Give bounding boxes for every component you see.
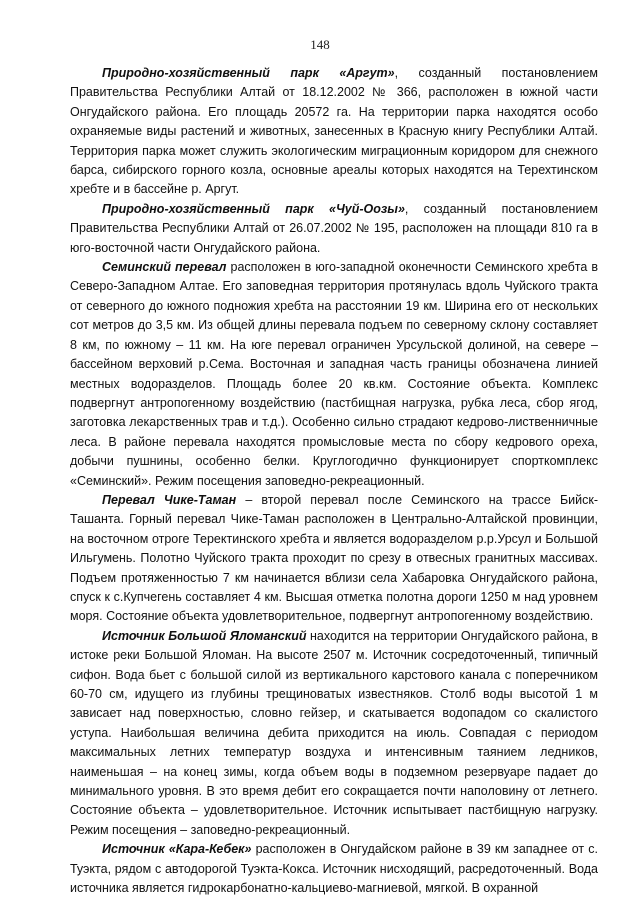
paragraph-body: , созданный постановлением Правительства Республики Алтай от 18.12.2002 № 366, расположен в южной части Онгудайского района. Его площадь 20572 га. На территории парка находятся особо охраняемые виды растений и животных, занесенных в Красную книгу Республики Алтай. Территория парка может служить экологическим миграционным коридором для снежного барса, сибирского горного козла, основные ареалы которых находятся на Терехтинском хребте и в бассейне р. Аргут. bbox=[70, 66, 598, 197]
paragraph-body: находится на территории Онгудайского района, в истоке реки Большой Яломан. На высоте 2507 м. Источник сосредоточенный, типичный сифон. Вода бьет с большой силой из вертикального карстового канала с поперечником 60-70 см, идущего из глубины трещиноватых известняков. Столб воды высотой 1 м зависает над поверхностью, словно гейзер, и скатывается водопадом со скалистого уступа. Наибольшая величина дебита приходится на июль. Совпадая с периодом максимальных летних температур воздуха и интенсивным таянием ледников, наименьшая – на конец зимы, когда объем воды в подземном резервуаре падает до минимального уровня. В это время дебит его сокращается почти наполовину от летнего. Состояние объекта – удовлетворительное. Источник испытывает пастбищную нагрузку. Режим посещения – заповедно-рекреационный. bbox=[70, 628, 598, 837]
body-text bbox=[70, 64, 598, 898]
paragraph-body: расположен в Онгудайском районе в 39 км западнее от с. Туэкта, рядом с автодорогой Туэкта-Кокса. Источник нисходящий, расредоточенный. Вода источника является гидрокарбонатно-кальциево-магниевой, мягкой. В охранной bbox=[70, 842, 598, 896]
paragraph-chuy-oozy-park bbox=[70, 200, 598, 258]
page-number: 148 bbox=[310, 37, 330, 52]
paragraph-heading: Семинский перевал bbox=[102, 260, 227, 275]
paragraph-seminsky-pass bbox=[70, 258, 598, 491]
paragraph-heading: Природно-хозяйственный парк «Чуй-Оозы» bbox=[102, 201, 405, 216]
paragraph-kara-kebek-spring bbox=[70, 840, 598, 898]
paragraph-chike-taman-pass bbox=[70, 491, 598, 627]
paragraph-yalomansky-spring bbox=[70, 627, 598, 840]
paragraph-body: , созданный постановлением Правительства Республики Алтай от 26.07.2002 № 195, расположен на площади 810 га в юго-восточной части Онгудайского района. bbox=[70, 201, 598, 255]
paragraph-heading: Источник Большой Яломанский bbox=[102, 628, 307, 643]
paragraph-body: – второй перевал после Семинского на трассе Бийск-Ташанта. Горный перевал Чике-Таман расположен в Центрально-Алтайской провинции, на восточном отроге Теректинского хребта и является водоразделом р.р.Урсул и Большой Ильгумень. Полотно Чуйского тракта проходит по срезу в отвесных гранитных массивах. Подъем протяженностью 7 км начинается вблизи села Хабаровка Онгудайского района, спуск к с.Купчегень составляет 4 км. Высшая отметка полотна дороги 1250 м над уровнем моря. Состояние объекта удовлетворительное, подвергнут антропогенному воздействию. bbox=[70, 492, 598, 624]
paragraph-heading: Перевал Чике-Таман bbox=[102, 492, 237, 507]
paragraph-argut-park bbox=[70, 64, 598, 200]
paragraph-heading: Природно-хозяйственный парк «Аргут» bbox=[102, 66, 395, 80]
paragraph-heading: Источник «Кара-Кебек» bbox=[102, 842, 252, 857]
paragraph-body: расположен в юго-западной оконечности Семинского хребта в Северо-Западном Алтае. Его заповедная территория протянулась вдоль Чуйского тракта от северного до южного подножия хребта на расстоянии 19 км. Ширина его от нескольких сот метров до 3,5 км. Из общей длины перевала подъем по северному склону составляет 8 км, по южному – 11 км. На юге перевал ограничен Урсульской долиной, на севере – бассейном верховий р.Сема. Восточная и западная часть границы обозначена линией местных водоразделов. Площадь более 20 кв.км. Состояние объекта. Комплекс подвергнут антропогенному воздействию (пастбищная нагрузка, рубка леса, сбор ягод, заготовка лекарственных трав и т.д.). Особенно сильно страдают кедрово-лиственничные леса. В районе перевала находятся промысловые места по сбору кедрового ореха, добычи пушнины, особенно белки. Круглогодично функционирует спорткомплекс «Семинский». Режим посещения заповедно-рекреационный. bbox=[70, 260, 598, 488]
